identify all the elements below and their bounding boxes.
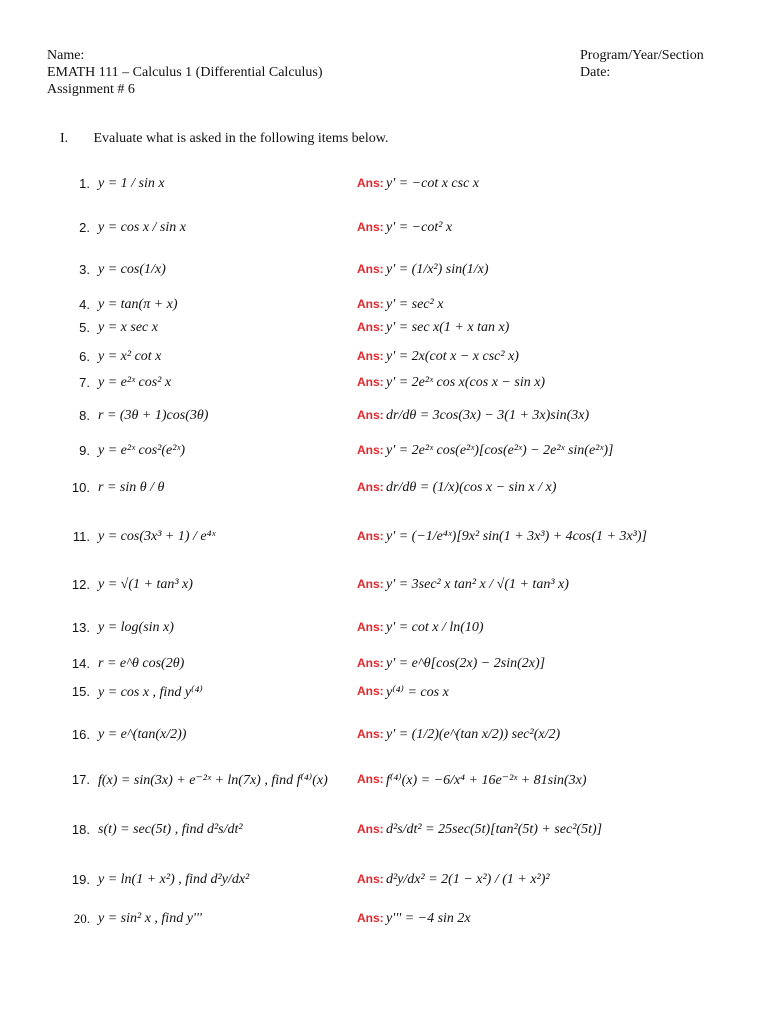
date-label: Date: (580, 65, 611, 80)
answer-label: Ans: (357, 262, 384, 276)
problem-row (0, 727, 768, 767)
answer-label: Ans: (357, 375, 384, 389)
answer-label: Ans: (357, 822, 384, 836)
problem-expression: y = e²ˣ cos²(e²ˣ) (98, 443, 186, 458)
answer-label: Ans: (357, 320, 384, 334)
program-label: Program/Year/Section (580, 48, 704, 63)
problem-number: 9. (79, 443, 90, 458)
problem-number: 14. (71, 656, 90, 671)
problem-row (0, 772, 768, 812)
problem-row (0, 262, 768, 302)
answer-expression: d²s/dt² = 25sec(5t)[tan²(5t) + sec²(5t)] (386, 822, 603, 837)
answer-expression: f⁽⁴⁾(x) = −6/x⁴ + 16e⁻²ˣ + 81sin(3x) (386, 773, 587, 788)
answer-expression: y' = sec² x (386, 297, 444, 312)
answer-expression: y' = 2e²ˣ cos x(cos x − sin x) (386, 375, 546, 390)
problem-number: 7. (79, 375, 90, 390)
header-left (47, 47, 323, 98)
problem-expression: y = √(1 + tan³ x) (98, 577, 193, 592)
problem-expression: y = cos x , find y⁽⁴⁾ (98, 685, 203, 700)
problem-expression: y = cos(1/x) (98, 262, 166, 277)
assignment-title: Assignment # 6 (47, 82, 135, 97)
answer-label: Ans: (357, 349, 384, 363)
answer-expression: y' = e^θ[cos(2x) − 2sin(2x)] (386, 656, 546, 671)
answer-expression: dr/dθ = (1/x)(cos x − sin x / x) (386, 480, 557, 495)
answer-label: Ans: (357, 297, 384, 311)
answer-label: Ans: (357, 529, 384, 543)
answer-expression: y' = sec x(1 + x tan x) (386, 320, 510, 335)
answer-label: Ans: (357, 872, 384, 886)
problem-expression: y = log(sin x) (98, 620, 174, 635)
problem-row (0, 529, 768, 569)
answer-label: Ans: (357, 684, 384, 698)
answer-expression: y' = −cot x csc x (386, 176, 480, 191)
problem-number: 16. (71, 727, 90, 742)
problem-row (0, 480, 768, 520)
problem-row (0, 822, 768, 862)
problem-number: 10. (71, 480, 90, 495)
problem-row (0, 176, 768, 216)
problem-row (0, 684, 768, 724)
problem-expression: f(x) = sin(3x) + e⁻²ˣ + ln(7x) , find f⁽⁴⁾(x) (98, 773, 328, 788)
problem-number: 18. (71, 822, 90, 837)
problem-number: 4. (79, 297, 90, 312)
problem-expression: r = sin θ / θ (98, 480, 165, 495)
problem-expression: r = e^θ cos(2θ) (98, 656, 185, 671)
problem-row (0, 911, 768, 951)
problem-expression: y = x² cot x (98, 349, 162, 364)
answer-expression: y''' = −4 sin 2x (386, 911, 471, 926)
problem-number: 13. (71, 620, 90, 635)
problem-expression: y = e²ˣ cos² x (98, 375, 172, 390)
problem-row (0, 620, 768, 660)
answer-label: Ans: (357, 656, 384, 670)
problem-number: 2. (79, 220, 90, 235)
answer-expression: y' = (−1/e⁴ˣ)[9x² sin(1 + 3x³) + 4cos(1 + 3x³)] (386, 529, 647, 544)
problem-expression: y = cos(3x³ + 1) / e⁴ˣ (98, 529, 216, 544)
answer-label: Ans: (357, 772, 384, 786)
problem-expression: y = 1 / sin x (98, 176, 165, 191)
problem-number: 11. (72, 529, 90, 544)
problem-expression: r = (3θ + 1)cos(3θ) (98, 408, 209, 423)
problem-number: 8. (79, 408, 90, 423)
section-heading (60, 131, 388, 147)
problem-expression: y = e^(tan(x/2)) (98, 727, 187, 742)
problem-number: 3. (79, 262, 90, 277)
answer-expression: y' = 3sec² x tan² x / √(1 + tan³ x) (386, 577, 569, 592)
problem-row (0, 408, 768, 448)
answer-expression: d²y/dx² = 2(1 − x²) / (1 + x²)² (386, 872, 550, 887)
problem-row (0, 220, 768, 260)
answer-expression: y' = (1/x²) sin(1/x) (386, 262, 489, 277)
answer-label: Ans: (357, 220, 384, 234)
answer-label: Ans: (357, 577, 384, 591)
answer-expression: dr/dθ = 3cos(3x) − 3(1 + 3x)sin(3x) (386, 408, 590, 423)
problem-number: 6. (79, 349, 90, 364)
answer-label: Ans: (357, 176, 384, 190)
name-label: Name: (47, 48, 85, 63)
problem-expression: s(t) = sec(5t) , find d²s/dt² (98, 822, 243, 837)
answer-label: Ans: (357, 408, 384, 422)
answer-label: Ans: (357, 443, 384, 457)
problem-expression: y = sin² x , find y''' (98, 911, 202, 926)
answer-label: Ans: (357, 911, 384, 925)
answer-expression: y' = 2x(cot x − x csc² x) (386, 349, 519, 364)
problem-expression: y = tan(π + x) (98, 297, 178, 312)
problem-number: 17. (71, 772, 90, 787)
answer-expression: y' = −cot² x (386, 220, 453, 235)
answer-expression: y' = (1/2)(e^(tan x/2)) sec²(x/2) (386, 727, 561, 742)
problem-number: 1. (79, 176, 90, 191)
problem-expression: y = x sec x (98, 320, 158, 335)
problem-number: 19. (71, 872, 90, 887)
header-right (580, 47, 704, 81)
answer-label: Ans: (357, 620, 384, 634)
answer-expression: y' = cot x / ln(10) (386, 620, 484, 635)
answer-expression: y⁽⁴⁾ = cos x (386, 685, 449, 700)
problem-expression: y = cos x / sin x (98, 220, 186, 235)
answer-label: Ans: (357, 727, 384, 741)
course-title: EMATH 111 – Calculus 1 (Differential Calculus) (47, 65, 323, 80)
problem-row (0, 443, 768, 483)
problem-expression: y = ln(1 + x²) , find d²y/dx² (98, 872, 250, 887)
problem-row (0, 872, 768, 912)
problem-number: 20. (73, 911, 90, 926)
problem-row (0, 577, 768, 617)
answer-expression: y' = 2e²ˣ cos(e²ˣ)[cos(e²ˣ) − 2e²ˣ sin(e²ˣ)] (386, 443, 614, 458)
section-instruction: Evaluate what is asked in the following items below. (93, 131, 389, 146)
problem-number: 12. (71, 577, 90, 592)
answer-label: Ans: (357, 480, 384, 494)
problem-number: 15. (71, 684, 90, 699)
problem-number: 5. (79, 320, 90, 335)
section-number: I. (60, 131, 69, 146)
